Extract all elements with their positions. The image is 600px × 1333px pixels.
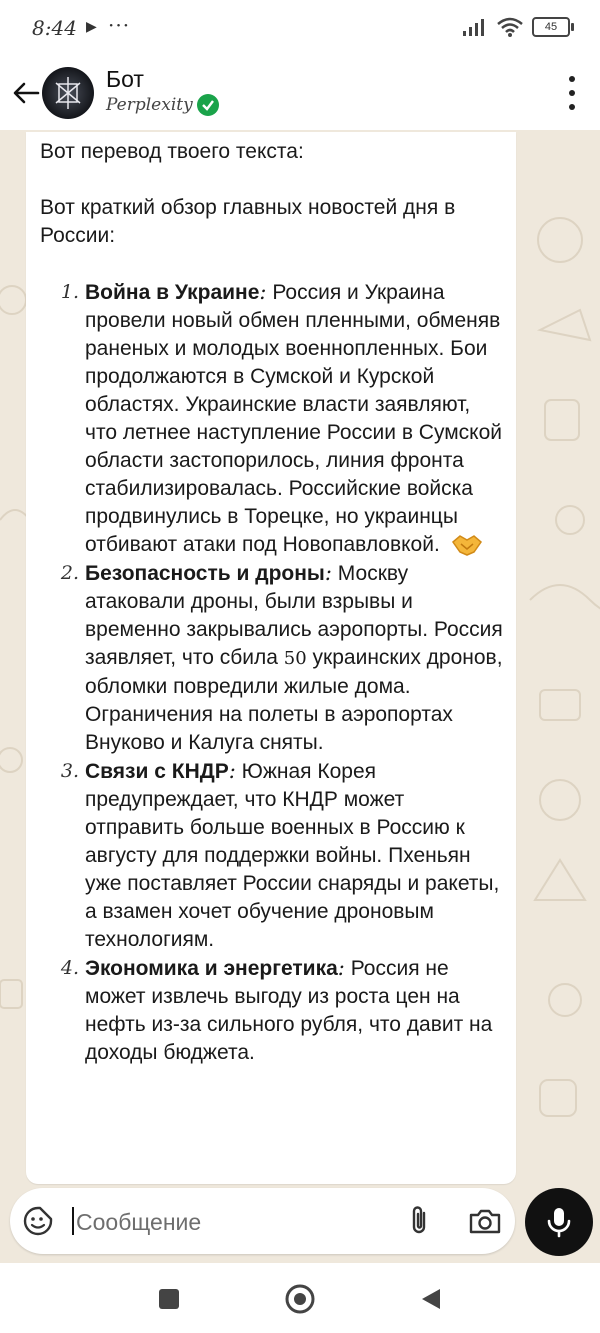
avatar-logo-icon <box>42 67 94 119</box>
chat-subtitle-text: Perplexity <box>106 95 193 115</box>
message-input[interactable] <box>74 1203 388 1241</box>
list-number: 4. <box>60 957 79 979</box>
status-time: 8:44 <box>32 16 77 40</box>
triangle-back-icon <box>420 1287 442 1311</box>
paperclip-icon <box>404 1205 434 1237</box>
list-item: 1. Война в Украине: Россия и Украина провели новый обмен пленными, обменяв раненых и молодых военнопленных. Бои продолжаются в Сумской и Курской областях. Украинские власти заявляют, что летнее наступление России в Сумской области застопорилось, линия фронта стабилизировалась. Российские войска продвинулись в Торецке, но украинцы отбивают атаки под Новопавловкой. <box>85 278 504 559</box>
item-title: Связи с КНДР <box>85 760 229 783</box>
list-item: 4. Экономика и энергетика: Россия не может извлечь выгоду из роста цен на нефть из-за сильного рубля, что давит на доходы бюджета. <box>85 954 504 1067</box>
message-composer <box>10 1188 515 1254</box>
bot-avatar[interactable] <box>42 67 94 119</box>
chat-title[interactable]: Бот <box>106 66 144 92</box>
chat-header <box>0 56 600 130</box>
more-vertical-icon <box>569 76 575 82</box>
message-text <box>40 138 504 1067</box>
message-bubble[interactable] <box>26 132 516 1184</box>
wifi-icon <box>496 16 524 38</box>
system-nav-bar <box>0 1263 600 1333</box>
list-item: 3. Связи с КНДР: Южная Корея предупреждает, что КНДР может отправить больше военных в Россию к августу для поддержки войны. Пхеньян уже поставляет России снаряды и ракеты, а взамен хочет обучение дроновым технологиям. <box>85 757 504 954</box>
attach-button[interactable] <box>404 1205 434 1237</box>
item-text: Россия не может извлечь выгоду из роста цен на нефть из-за сильного рубля, что давит на доходы бюджета. <box>85 957 493 1064</box>
message-intro: Вот перевод твоего текста: <box>40 140 304 163</box>
verified-check-icon <box>197 94 219 116</box>
arrow-left-icon <box>12 81 40 105</box>
status-bar <box>0 0 600 56</box>
home-button[interactable] <box>282 1281 318 1317</box>
camera-icon <box>468 1205 502 1237</box>
emoji-button[interactable] <box>22 1205 54 1237</box>
item-text: украинских дронов, обломки повредили жилые дома. Ограничения на полеты в аэропортах Внуково и Калуга сняты. <box>85 646 503 754</box>
item-title: Экономика и энергетика <box>85 957 338 980</box>
camera-button[interactable] <box>468 1205 502 1237</box>
item-title: Безопасность и дроны <box>85 562 325 585</box>
list-number: 3. <box>60 760 79 782</box>
drone-count: 50 <box>283 648 307 669</box>
sticker-icon <box>22 1205 54 1237</box>
recent-apps-button[interactable] <box>151 1281 187 1317</box>
voice-message-button[interactable] <box>525 1188 593 1256</box>
more-notifications-icon: ··· <box>108 13 131 37</box>
home-circle-icon <box>284 1283 316 1315</box>
news-list <box>40 278 504 1067</box>
more-options-button[interactable] <box>564 76 580 110</box>
square-icon <box>158 1288 180 1310</box>
back-button[interactable] <box>8 73 44 113</box>
microphone-icon <box>545 1205 573 1239</box>
media-play-icon: ▶ <box>86 19 97 35</box>
item-text: Южная Корея предупреждает, что КНДР может отправить больше военных в Россию к августу для поддержки войны. Пхеньян уже поставляет России снаряды и ракеты, а взамен хочет обучение дроновым технологиям. <box>85 760 500 951</box>
status-indicators <box>462 14 570 40</box>
list-item: 2. Безопасность и дроны: Москву атаковали дроны, были взрывы и временно закрывались аэропорты. Россия заявляет, что сбила 50 украинских дронов, обломки повредили жилые дома. Ограничения на полеты в аэропортах Внуково и Калуга сняты. <box>85 559 504 757</box>
item-text: Россия и Украина провели новый обмен пленными, обменяв раненых и молодых военнопленных. Бои продолжаются в Сумской и Курской областях. Украинские власти заявляют, что летнее наступление России в Сумской области застопорилось, линия фронта стабилизировалась. Российские войска продвинулись в Торецке, но украинцы отбивают атаки под Новопавловкой. <box>85 281 503 556</box>
item-title: Война в Украине <box>85 281 260 304</box>
item-text: Москву атаковали дроны, были взрывы и временно закрывались аэропорты. Россия заявляет, что сбила <box>85 562 503 669</box>
signal-icon <box>462 17 488 37</box>
handshake-emoji <box>450 532 484 558</box>
system-back-button[interactable] <box>413 1281 449 1317</box>
chat-subtitle <box>106 94 219 116</box>
message-lead: Вот краткий обзор главных новостей дня в России: <box>40 196 456 247</box>
list-number: 2. <box>60 562 79 584</box>
battery-indicator: 45 <box>532 17 570 37</box>
list-number: 1. <box>60 281 79 303</box>
